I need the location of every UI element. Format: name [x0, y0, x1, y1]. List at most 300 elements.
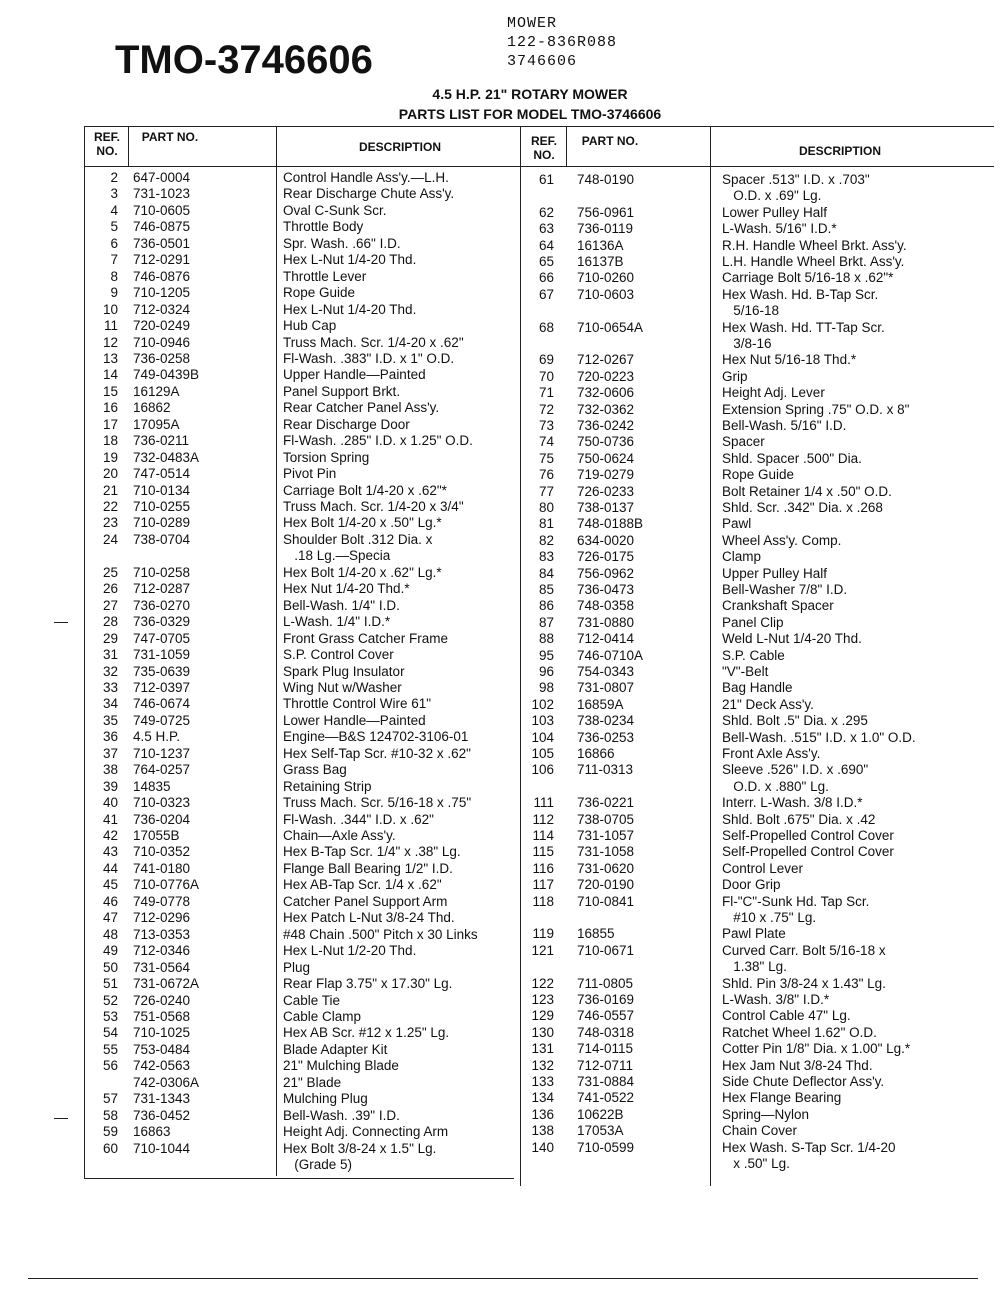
part-number: 720-0223 [577, 368, 635, 384]
ref-number: 122 [531, 975, 554, 991]
part-number: 756-0961 [577, 204, 635, 220]
part-description: Front Axle Ass'y. [722, 746, 821, 761]
part-number: 746-0875 [133, 219, 191, 235]
part-description: Shld. Bolt .5" Dia. x .295 [722, 713, 868, 729]
part-number: 710-0776A [133, 877, 200, 893]
part-description: Hex Nut 1/4-20 Thd.* [283, 581, 410, 597]
part-description: Hex L-Nut 1/4-20 Thd. [283, 301, 417, 317]
ref-number: 40 [102, 795, 118, 811]
ref-number: 98 [538, 680, 554, 696]
part-description: Hex AB-Tap Scr. 1/4 x .62" [283, 877, 442, 893]
part-number: 742-0563 [133, 1058, 191, 1074]
ref-number: 140 [531, 1139, 554, 1155]
ref-number: 138 [531, 1123, 554, 1139]
ref-number: 70 [538, 368, 554, 384]
part-number: 16855 [577, 926, 615, 942]
ref-number: 50 [102, 959, 118, 975]
part-number: 731-0564 [133, 959, 191, 975]
ref-number: 23 [102, 515, 118, 531]
part-number: 17053A [577, 1123, 624, 1139]
part-number: 710-0323 [133, 795, 191, 811]
part-number: 749-0725 [133, 712, 191, 728]
part-description: Carriage Bolt 1/4-20 x .62"* [283, 482, 447, 498]
part-description: Spr. Wash. .66" I.D. [283, 235, 401, 251]
part-number: 751-0568 [133, 1008, 191, 1024]
part-description: Bell-Washer 7/8" I.D. [722, 582, 848, 597]
part-number: 16129A [133, 383, 180, 399]
header-part-no-left: PART NO. [141, 130, 199, 144]
ref-number: 86 [538, 598, 554, 614]
part-description: Rear Flap 3.75" x 17.30" Lg. [283, 976, 453, 992]
part-description: 1.38" Lg. [722, 959, 787, 975]
part-description: Weld L-Nut 1/4-20 Thd. [722, 631, 862, 647]
part-number: 735-0639 [133, 663, 191, 679]
part-description: Upper Handle—Painted [283, 367, 426, 383]
ref-number: 115 [532, 844, 554, 860]
ref-number: 45 [102, 877, 118, 893]
ref-number: 131 [531, 1041, 554, 1057]
ref-number: 119 [532, 926, 554, 942]
ref-number: 67 [538, 286, 554, 302]
part-number: 726-0240 [133, 992, 191, 1008]
ref-number: 123 [531, 992, 554, 1007]
part-number: 748-0188B [577, 516, 644, 532]
part-description: Wheel Ass'y. Comp. [722, 532, 842, 548]
ref-number: 54 [102, 1025, 118, 1041]
part-description: #10 x .75" Lg. [722, 910, 817, 925]
part-number: 647-0004 [133, 170, 191, 185]
left-ref-divider [128, 126, 129, 166]
part-number: 634-0020 [577, 532, 635, 548]
meta-line-2: 122-836R088 [507, 34, 618, 51]
part-description: Spacer [722, 434, 765, 450]
ref-number: 5 [110, 219, 118, 235]
part-description: Hex L-Nut 1/2-20 Thd. [283, 943, 417, 959]
part-number: 710-0289 [133, 515, 191, 531]
table-header-rule [84, 166, 994, 167]
ref-number: 129 [531, 1008, 554, 1024]
part-number: 710-1044 [133, 1140, 191, 1156]
ref-number: 62 [538, 204, 554, 220]
part-description: Throttle Lever [283, 268, 367, 284]
ref-number: 22 [102, 499, 118, 514]
ref-number: 39 [102, 778, 118, 794]
part-description: Throttle Body [283, 219, 364, 235]
part-number: 710-0946 [133, 334, 191, 350]
part-number: 710-0258 [133, 564, 191, 580]
ref-number: 84 [538, 565, 554, 581]
ref-number: 16 [102, 400, 118, 416]
ref-number: 31 [102, 647, 118, 663]
ref-number: 19 [102, 449, 118, 465]
ref-number: 52 [102, 992, 118, 1008]
part-number: 710-1205 [133, 285, 191, 301]
ref-number: 46 [102, 893, 118, 909]
part-description: Lower Pulley Half [722, 204, 828, 220]
ref-number: 28 [102, 614, 118, 630]
ref-number: 48 [102, 926, 118, 942]
part-number: 741-0180 [133, 860, 191, 876]
ref-number: 14 [102, 367, 118, 383]
part-description: L.H. Handle Wheel Brkt. Ass'y. [722, 254, 905, 269]
part-description: (Grade 5) [283, 1157, 353, 1172]
part-description: O.D. x .880" Lg. [722, 778, 829, 794]
ref-number: 56 [102, 1058, 118, 1074]
part-number: 732-0362 [577, 401, 635, 417]
right-part-divider [710, 126, 711, 1186]
ref-number: 112 [532, 811, 554, 827]
ref-number: 18 [102, 433, 118, 449]
ref-number: 134 [531, 1090, 554, 1106]
ref-number: 95 [538, 647, 554, 663]
part-number: 731-0672A [133, 976, 200, 992]
part-description: Hex Nut 5/16-18 Thd.* [722, 352, 857, 368]
part-description: Chain—Axle Ass'y. [283, 828, 396, 843]
part-description: Door Grip [722, 877, 781, 893]
ref-number: 68 [538, 319, 554, 335]
ref-number: 69 [538, 352, 554, 368]
part-description: Hex Bolt 1/4-20 x .62" Lg.* [283, 564, 442, 580]
part-description: Hex Bolt 1/4-20 x .50" Lg.* [283, 515, 442, 531]
right-ref-divider [566, 126, 567, 166]
ref-number: 2 [110, 170, 118, 185]
part-number: 736-0258 [133, 350, 191, 366]
part-number: 4.5 H.P. [133, 729, 181, 745]
ref-number: 10 [102, 301, 118, 317]
part-description: Extension Spring .75" O.D. x 8" [722, 401, 910, 417]
ref-number: 37 [102, 745, 118, 761]
part-number: 750-0736 [577, 434, 635, 450]
ref-number: 33 [102, 679, 118, 695]
part-number: 746-0876 [133, 268, 191, 284]
part-description: Ratchet Wheel 1.62" O.D. [722, 1024, 877, 1040]
ref-number: 15 [102, 383, 118, 399]
model-meta [507, 14, 617, 71]
part-description: Shld. Bolt .675" Dia. x .42 [722, 811, 876, 827]
part-description: Blade Adapter Kit [283, 1041, 388, 1057]
ref-number: 36 [102, 729, 118, 745]
part-number: 713-0353 [133, 926, 191, 942]
part-number: 736-0169 [577, 992, 635, 1007]
part-number: 710-0841 [577, 893, 635, 909]
ref-number: 114 [532, 828, 554, 843]
ref-number: 41 [102, 811, 118, 827]
ref-number: 59 [102, 1124, 118, 1140]
part-number: 746-0557 [577, 1008, 635, 1024]
header-ref-no-left: REF. NO. [93, 130, 120, 158]
part-description: Hex Wash. Hd. TT-Tap Scr. [722, 319, 885, 335]
ref-number: 76 [538, 467, 554, 483]
part-description: Height Adj. Lever [722, 385, 825, 401]
ref-number: 105 [531, 746, 554, 761]
part-description: Grip [722, 368, 748, 384]
subtitle-line-1: 4.5 H.P. 21" ROTARY MOWER [432, 86, 628, 102]
part-number: 712-0267 [577, 352, 635, 368]
part-number: 748-0358 [577, 598, 635, 614]
ref-number: 4 [110, 202, 118, 218]
part-number: 712-0711 [577, 1057, 634, 1073]
ref-number: 96 [538, 664, 554, 679]
part-number: 731-0807 [577, 680, 635, 696]
ref-number: 80 [538, 500, 554, 515]
header-description-left: DESCRIPTION [358, 140, 441, 154]
part-description: Bell-Wash. 1/4" I.D. [283, 597, 400, 613]
ref-number: 9 [110, 285, 118, 301]
part-number: 17095A [133, 416, 180, 432]
part-number: 732-0483A [133, 449, 200, 465]
part-description: Truss Mach. Scr. 1/4-20 x .62" [283, 334, 464, 350]
ref-number: 25 [102, 564, 118, 580]
ref-number: 38 [102, 762, 118, 778]
part-description: Fl-Wash. .383" I.D. x 1" O.D. [283, 350, 455, 366]
part-description: Pawl Plate [722, 926, 786, 942]
part-description: Shld. Spacer .500" Dia. [722, 450, 862, 466]
part-number: 736-0329 [133, 614, 191, 630]
ref-number: 130 [531, 1024, 554, 1040]
part-number: 711-0313 [577, 762, 634, 778]
ref-number: 111 [533, 795, 554, 811]
part-description: Hex Wash. S-Tap Scr. 1/4-20 [722, 1139, 896, 1155]
part-description: 21" Mulching Blade [283, 1058, 399, 1074]
part-description: Upper Pulley Half [722, 565, 828, 581]
ref-number: 106 [531, 762, 554, 778]
part-description: L-Wash. 1/4" I.D.* [283, 614, 391, 630]
part-description: Hex Flange Bearing [722, 1090, 842, 1106]
part-description: Self-Propelled Control Cover [722, 828, 894, 843]
part-description: Shld. Scr. .342" Dia. x .268 [722, 500, 883, 515]
part-number: 738-0704 [133, 531, 191, 547]
part-description: Wing Nut w/Washer [283, 679, 402, 695]
ref-number: 116 [532, 860, 554, 876]
part-description: Control Cable 47" Lg. [722, 1008, 851, 1024]
table-top-rule [84, 126, 994, 127]
part-description: Bell-Wash. .515" I.D. x 1.0" O.D. [722, 729, 916, 745]
part-description: Hex B-Tap Scr. 1/4" x .38" Lg. [283, 844, 461, 860]
part-number: 731-0880 [577, 614, 635, 630]
part-description: 21" Deck Ass'y. [722, 696, 814, 712]
ref-number: 103 [531, 713, 554, 729]
part-number: 764-0257 [133, 762, 191, 778]
ref-number: 29 [102, 630, 118, 646]
part-description: Flange Ball Bearing 1/2" I.D. [283, 860, 453, 876]
ref-number: 32 [102, 663, 118, 679]
part-number: 720-0190 [577, 877, 635, 893]
ref-number: 57 [102, 1091, 118, 1107]
part-description: Oval C-Sunk Scr. [283, 202, 387, 218]
part-description: Rear Discharge Chute Ass'y. [283, 186, 455, 202]
ref-number: 35 [102, 712, 118, 728]
part-number: 712-0346 [133, 943, 191, 959]
margin-mark [54, 1118, 68, 1119]
part-number: 16862 [133, 400, 171, 416]
part-number: 746-0674 [133, 696, 191, 712]
part-description: Hex AB Scr. #12 x 1.25" Lg. [283, 1025, 450, 1041]
part-number: 710-0605 [133, 202, 191, 218]
part-description: Plug [283, 959, 311, 975]
part-number: 710-0603 [577, 286, 635, 302]
part-number: 710-0671 [577, 942, 635, 958]
part-number: 726-0175 [577, 549, 635, 565]
part-description: Rear Discharge Door [283, 416, 410, 432]
page-bottom-rule [28, 1278, 978, 1279]
part-description: Bell-Wash. 5/16" I.D. [722, 418, 847, 433]
part-description: Grass Bag [283, 762, 347, 778]
part-description: Curved Carr. Bolt 5/16-18 x [722, 942, 886, 958]
ref-number: 121 [531, 942, 554, 958]
part-number: 16136A [577, 237, 624, 253]
part-number: 731-1023 [133, 186, 191, 202]
part-description: L-Wash. 3/8" I.D.* [722, 992, 830, 1007]
ref-number: 12 [102, 334, 118, 350]
part-description: Rope Guide [283, 285, 356, 301]
part-number: 736-0119 [577, 221, 634, 237]
part-number: 731-1343 [133, 1091, 191, 1107]
part-number: 750-0624 [577, 450, 635, 466]
ref-number: 26 [102, 581, 118, 597]
ref-number: 17 [102, 416, 118, 432]
part-description: Spacer .513" I.D. x .703" [722, 172, 870, 187]
ref-number: 24 [102, 531, 118, 547]
part-description: S.P. Control Cover [283, 647, 394, 663]
ref-number: 82 [538, 532, 554, 548]
part-description: Pawl [722, 516, 752, 532]
part-description: Hub Cap [283, 318, 337, 334]
part-description: Shoulder Bolt .312 Dia. x [283, 531, 433, 547]
part-number: 731-1057 [577, 828, 635, 843]
ref-number: 42 [102, 828, 118, 843]
part-description: Bag Handle [722, 680, 793, 696]
ref-number: 34 [102, 696, 118, 712]
part-description: Engine—B&S 124702-3106-01 [283, 729, 469, 745]
ref-number: 11 [103, 318, 118, 334]
part-number: 754-0343 [577, 664, 635, 679]
part-number: 748-0318 [577, 1024, 635, 1040]
part-number: 747-0705 [133, 630, 191, 646]
document-subtitle [380, 84, 680, 124]
part-number: 712-0324 [133, 301, 191, 317]
ref-number: 87 [538, 614, 554, 630]
part-description: Mulching Plug [283, 1091, 368, 1107]
part-number: 712-0291 [133, 252, 191, 268]
ref-number: 83 [538, 549, 554, 565]
ref-number: 117 [532, 877, 554, 893]
part-description: .18 Lg.—Specia [283, 548, 391, 564]
part-description: Panel Support Brkt. [283, 383, 401, 399]
part-description: Lower Handle—Painted [283, 712, 426, 728]
part-number: 731-1058 [577, 844, 635, 860]
part-description: #48 Chain .500" Pitch x 30 Links [283, 926, 478, 942]
ref-number: 53 [102, 1008, 118, 1024]
part-number: 749-0439B [133, 367, 200, 383]
ref-number: 102 [531, 696, 554, 712]
part-number: 711-0805 [577, 975, 634, 991]
part-number: 714-0115 [577, 1041, 634, 1057]
part-number: 746-0710A [577, 647, 644, 663]
ref-number: 61 [538, 172, 554, 187]
part-number: 710-0134 [133, 482, 191, 498]
part-number: 736-0242 [577, 418, 635, 433]
ref-number: 44 [102, 860, 118, 876]
part-description: Cable Clamp [283, 1008, 362, 1024]
model-title: TMO-3746606 [115, 38, 373, 82]
part-description: x .50" Lg. [722, 1156, 790, 1171]
ref-number: 74 [538, 434, 554, 450]
part-number: 736-0204 [133, 811, 191, 827]
ref-number: 60 [102, 1140, 118, 1156]
part-description: Fl-Wash. .285" I.D. x 1.25" O.D. [283, 433, 473, 449]
ref-number: 132 [531, 1057, 554, 1073]
ref-number: 104 [531, 729, 554, 745]
ref-number: 77 [538, 483, 554, 499]
ref-number: 49 [102, 943, 118, 959]
part-description: Spring—Nylon [722, 1106, 810, 1122]
part-number: 712-0397 [133, 679, 191, 695]
part-description: Sleeve .526" I.D. x .690" [722, 762, 869, 778]
part-number: 16866 [577, 746, 615, 761]
part-number: 726-0233 [577, 483, 635, 499]
part-number: 712-0414 [577, 631, 635, 647]
part-description: Spark Plug Insulator [283, 663, 405, 679]
part-description: Rope Guide [722, 467, 795, 483]
part-number: 747-0514 [133, 466, 191, 482]
ref-number: 27 [102, 597, 118, 613]
part-number: 16137B [577, 254, 624, 269]
part-number: 748-0190 [577, 172, 635, 187]
ref-number: 21 [102, 482, 118, 498]
part-description: Torsion Spring [283, 449, 370, 465]
part-number: 16859A [577, 696, 624, 712]
part-number: 736-0211 [133, 433, 190, 449]
part-description: Crankshaft Spacer [722, 598, 834, 614]
ref-number: 75 [538, 450, 554, 466]
part-number: 710-0260 [577, 270, 635, 286]
ref-number: 88 [538, 631, 554, 647]
part-number: 753-0484 [133, 1041, 191, 1057]
ref-number: 47 [102, 910, 118, 926]
part-description: Side Chute Deflector Ass'y. [722, 1074, 885, 1089]
part-number: 731-0884 [577, 1074, 635, 1089]
ref-number: 71 [538, 385, 554, 401]
part-description: Self-Propelled Control Cover [722, 844, 894, 860]
meta-line-1: MOWER [507, 15, 558, 32]
part-description: Cotter Pin 1/8" Dia. x 1.00" Lg.* [722, 1041, 911, 1057]
part-description: Hex Jam Nut 3/8-24 Thd. [722, 1057, 873, 1073]
part-number: 17055B [133, 828, 180, 843]
part-description: Hex Wash. Hd. B-Tap Scr. [722, 286, 879, 302]
header-part-no-right: PART NO. [581, 134, 639, 148]
ref-number: 58 [102, 1107, 118, 1123]
part-number: 738-0234 [577, 713, 635, 729]
part-number: 736-0452 [133, 1107, 191, 1123]
part-number: 736-0221 [577, 795, 635, 811]
part-number: 720-0249 [133, 318, 191, 334]
part-number: 738-0705 [577, 811, 635, 827]
part-description: Hex Self-Tap Scr. #10-32 x .62" [283, 745, 471, 761]
part-number: 736-0253 [577, 729, 635, 745]
part-description: "V"-Belt [722, 664, 769, 679]
meta-line-3: 3746606 [507, 53, 578, 70]
ref-number: 81 [538, 516, 554, 532]
part-description: Interr. L-Wash. 3/8 I.D.* [722, 795, 863, 811]
part-number: 731-0620 [577, 860, 635, 876]
part-number: 712-0296 [133, 910, 191, 926]
part-description: Chain Cover [722, 1123, 798, 1139]
ref-number: 55 [102, 1041, 118, 1057]
ref-number: 20 [102, 466, 118, 482]
subtitle-line-2: PARTS LIST FOR MODEL TMO-3746606 [398, 106, 662, 122]
ref-number: 85 [538, 582, 554, 597]
left-part-divider [276, 126, 277, 1176]
